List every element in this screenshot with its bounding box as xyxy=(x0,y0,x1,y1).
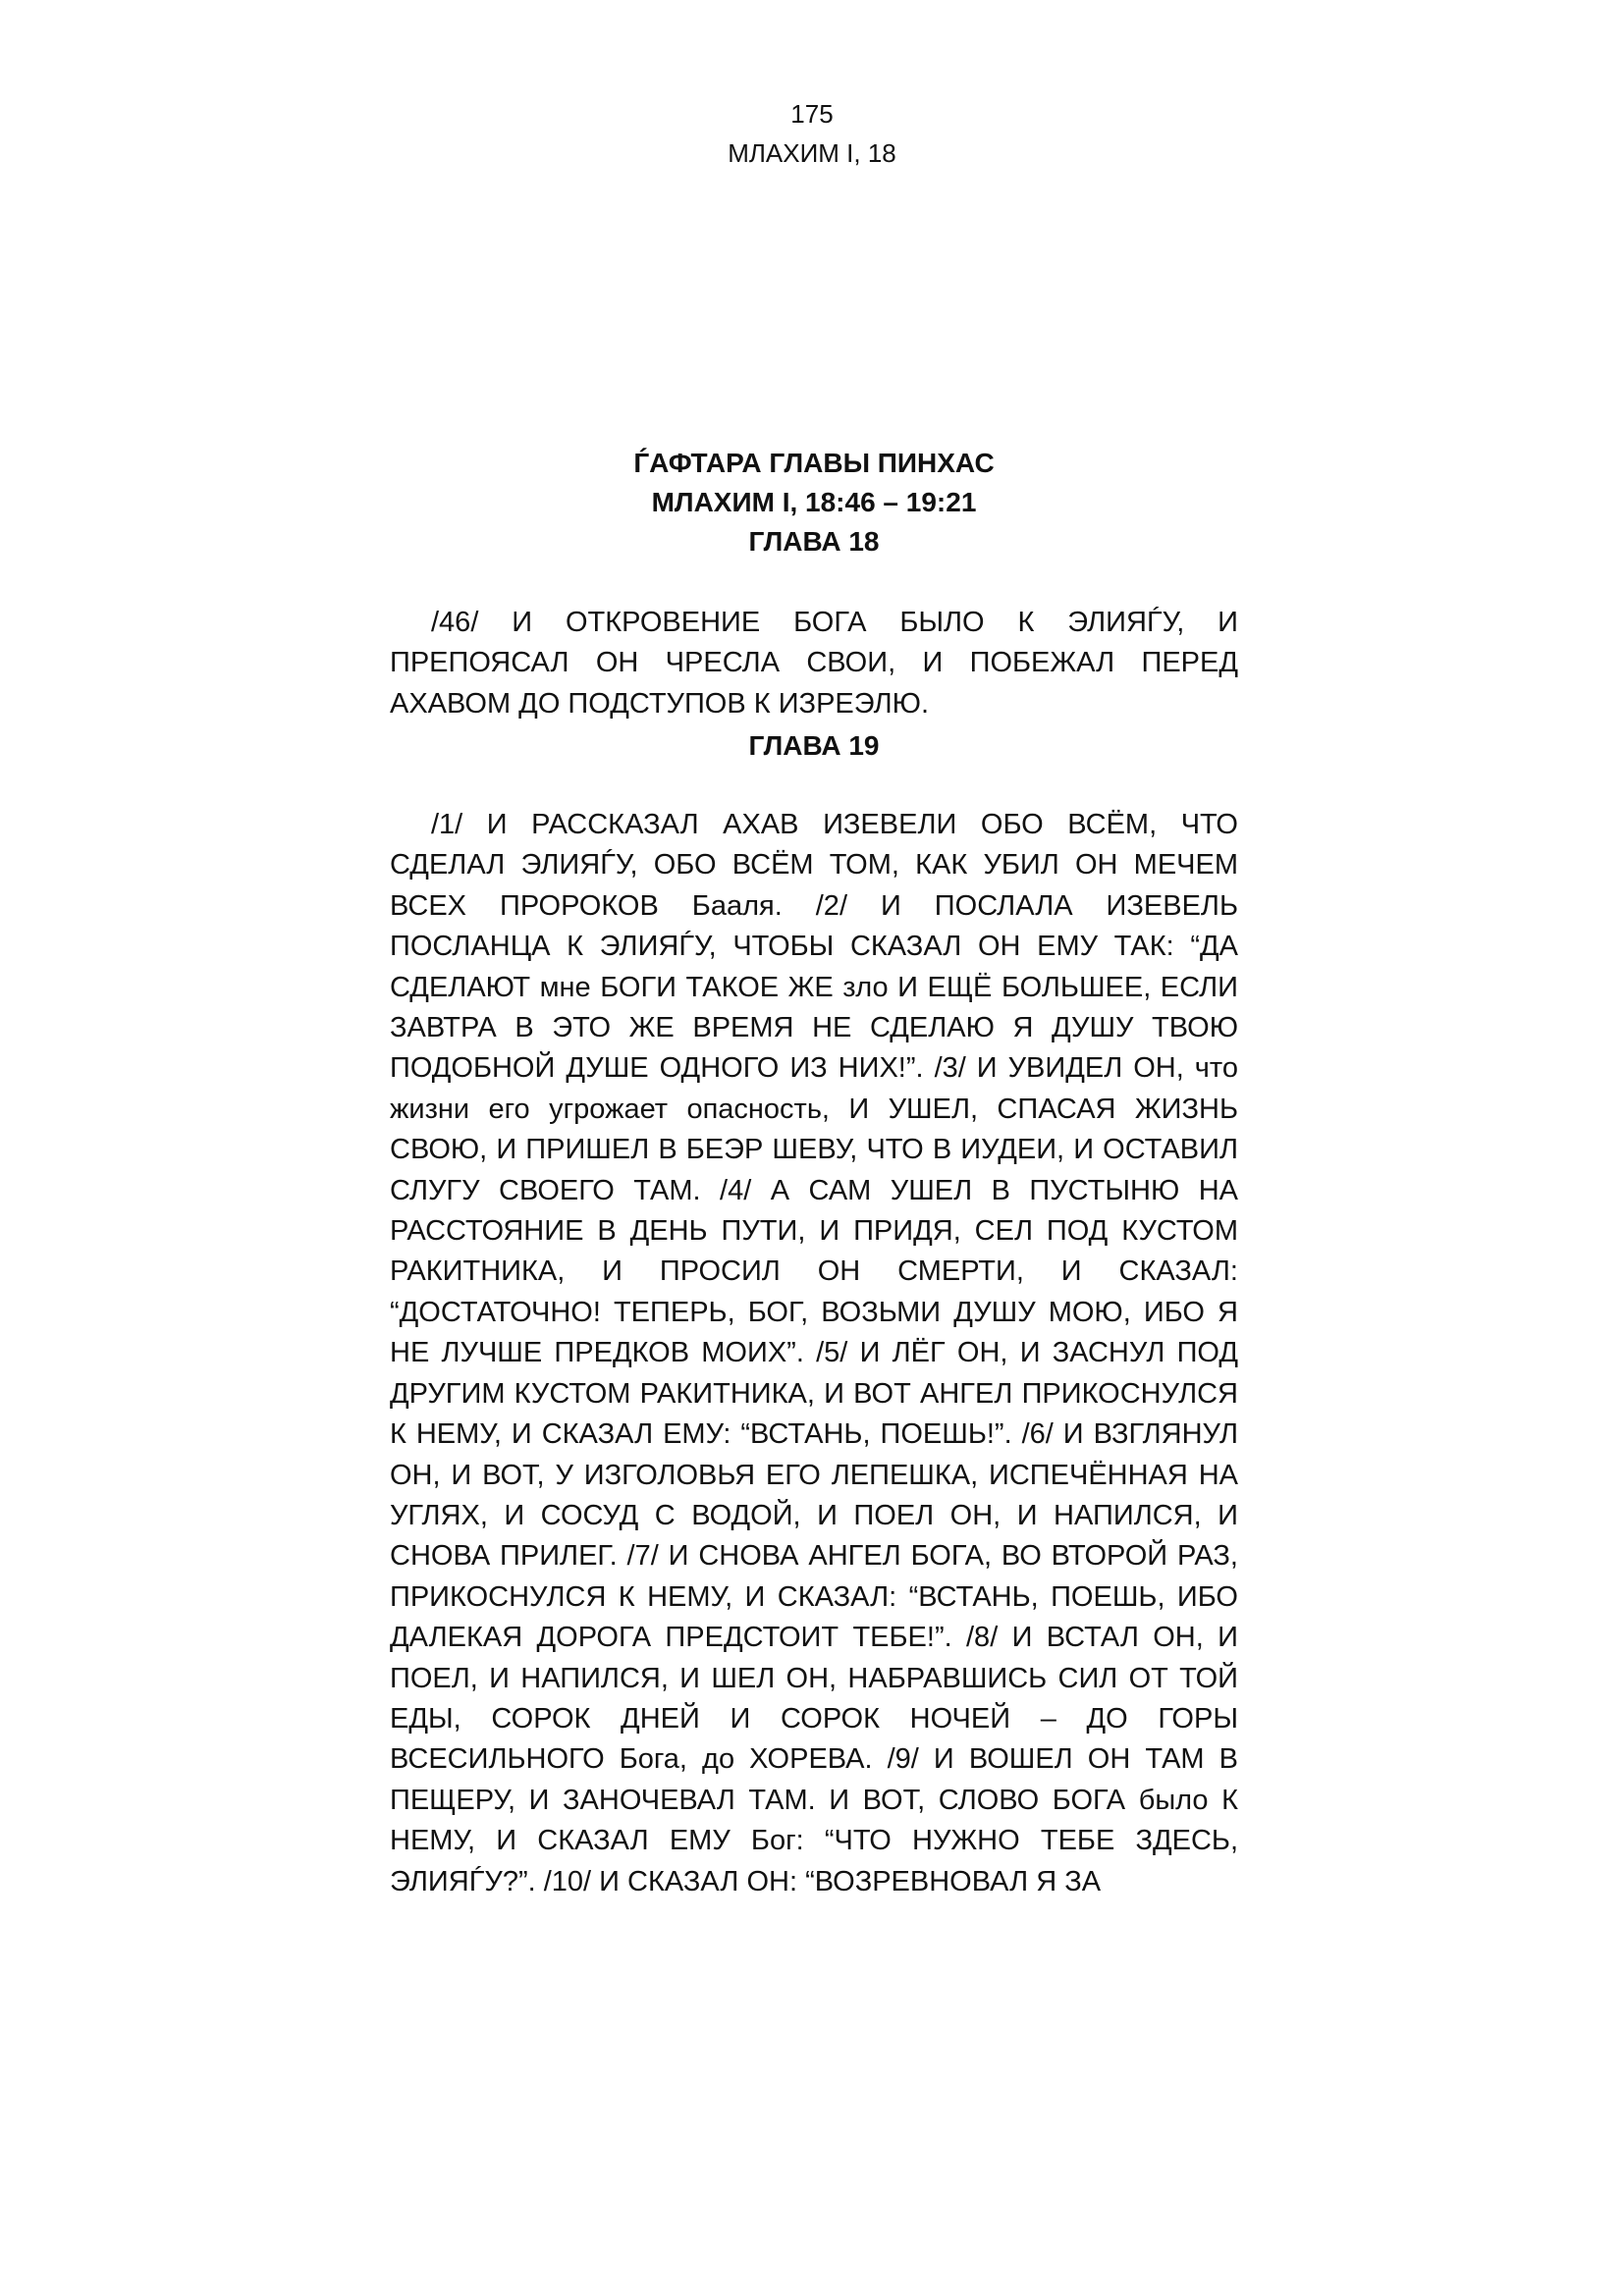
chapter-18-text: /46/ И ОТКРОВЕНИЕ БОГА БЫЛО К ЭЛИЯЃУ, И ПРЕПОЯСАЛ ОН ЧРЕСЛА СВОИ, И ПОБЕЖАЛ ПЕРЕД АХАВОМ ДО ПОДСТУПОВ К ИЗРЕЭЛЮ. xyxy=(390,607,1238,720)
haftarah-title-block xyxy=(390,444,1238,561)
running-header xyxy=(0,94,1624,173)
page-number: 175 xyxy=(790,99,834,129)
chapter-18-heading: ГЛАВА 18 xyxy=(748,526,880,557)
haftarah-reference: МЛАХИМ I, 18:46 – 19:21 xyxy=(651,487,977,517)
running-title: МЛАХИМ I, 18 xyxy=(728,138,896,168)
chapter-19-heading: ГЛАВА 19 xyxy=(748,730,880,761)
haftarah-title: ЃАФТАРА ГЛАВЫ ПИНХАС xyxy=(633,448,995,478)
chapter-19-text: /1/ И РАССКАЗАЛ АХАВ ИЗЕВЕЛИ ОБО ВСЁМ, ЧТО СДЕЛАЛ ЭЛИЯЃУ, ОБО ВСЁМ ТОМ, КАК УБИЛ ОН МЕЧЕМ ВСЕХ ПРОРОКОВ Бааля. /2/ И ПОСЛАЛА ИЗЕВЕЛЬ ПОСЛАНЦА К ЭЛИЯЃУ, ЧТОБЫ СКАЗАЛ ОН ЕМУ ТАК: “ДА СДЕЛАЮТ мне БОГИ ТАКОЕ ЖЕ зло И ЕЩЁ БОЛЬШЕЕ, ЕСЛИ ЗАВТРА В ЭТО ЖЕ ВРЕМЯ НЕ СДЕЛАЮ Я ДУШУ ТВОЮ ПОДОБНОЙ ДУШЕ ОДНОГО ИЗ НИХ!”. /3/ И УВИДЕЛ ОН, что жизни его угрожает опасность, И УШЕЛ, СПАСАЯ ЖИЗНЬ СВОЮ, И ПРИШЕЛ В БЕЭР ШЕВУ, ЧТО В ИУДЕИ, И ОСТАВИЛ СЛУГУ СВОЕГО ТАМ. /4/ А САМ УШЕЛ В ПУСТЫНЮ НА РАССТОЯНИЕ В ДЕНЬ ПУТИ, И ПРИДЯ, СЕЛ ПОД КУСТОМ РАКИТНИКА, И ПРОСИЛ ОН СМЕРТИ, И СКАЗАЛ: “ДОСТАТОЧНО! ТЕПЕРЬ, БОГ, ВОЗЬМИ ДУШУ МОЮ, ИБО Я НЕ ЛУЧШЕ ПРЕДКОВ МОИХ”. /5/ И ЛЁГ ОН, И ЗАСНУЛ ПОД ДРУГИМ КУСТОМ РАКИТНИКА, И ВОТ АНГЕЛ ПРИКОСНУЛСЯ К НЕМУ, И СКАЗАЛ ЕМУ: “ВСТАНЬ, ПОЕШЬ!”. /6/ И ВЗГЛЯНУЛ ОН, И ВОТ, У ИЗГОЛОВЬЯ ЕГО ЛЕПЕШКА, ИСПЕЧЁННАЯ НА УГЛЯХ, И СОСУД С ВОДОЙ, И ПОЕЛ ОН, И НАПИЛСЯ, И СНОВА ПРИЛЕГ. /7/ И СНОВА АНГЕЛ БОГА, ВО ВТОРОЙ РАЗ, ПРИКОСНУЛСЯ К НЕМУ, И СКАЗАЛ: “ВСТАНЬ, ПОЕШЬ, ИБО ДАЛЕКАЯ ДОРОГА ПРЕДСТОИТ ТЕБЕ!”. /8/ И ВСТАЛ ОН, И ПОЕЛ, И НАПИЛСЯ, И ШЕЛ ОН, НАБРАВШИСЬ СИЛ ОТ ТОЙ ЕДЫ, СОРОК ДНЕЙ И СОРОК НОЧЕЙ – ДО ГОРЫ ВСЕСИЛЬНОГО Бога, до ХОРЕВА. /9/ И ВОШЕЛ ОН ТАМ В ПЕЩЕРУ, И ЗАНОЧЕВАЛ ТАМ. И ВОТ, СЛОВО БОГА было К НЕМУ, И СКАЗАЛ ЕМУ Бог: “ЧТО НУЖНО ТЕБЕ ЗДЕСЬ, ЭЛИЯЃУ?”. /10/ И СКАЗАЛ ОН: “ВОЗРЕВНОВАЛ Я ЗА xyxy=(390,809,1238,1897)
